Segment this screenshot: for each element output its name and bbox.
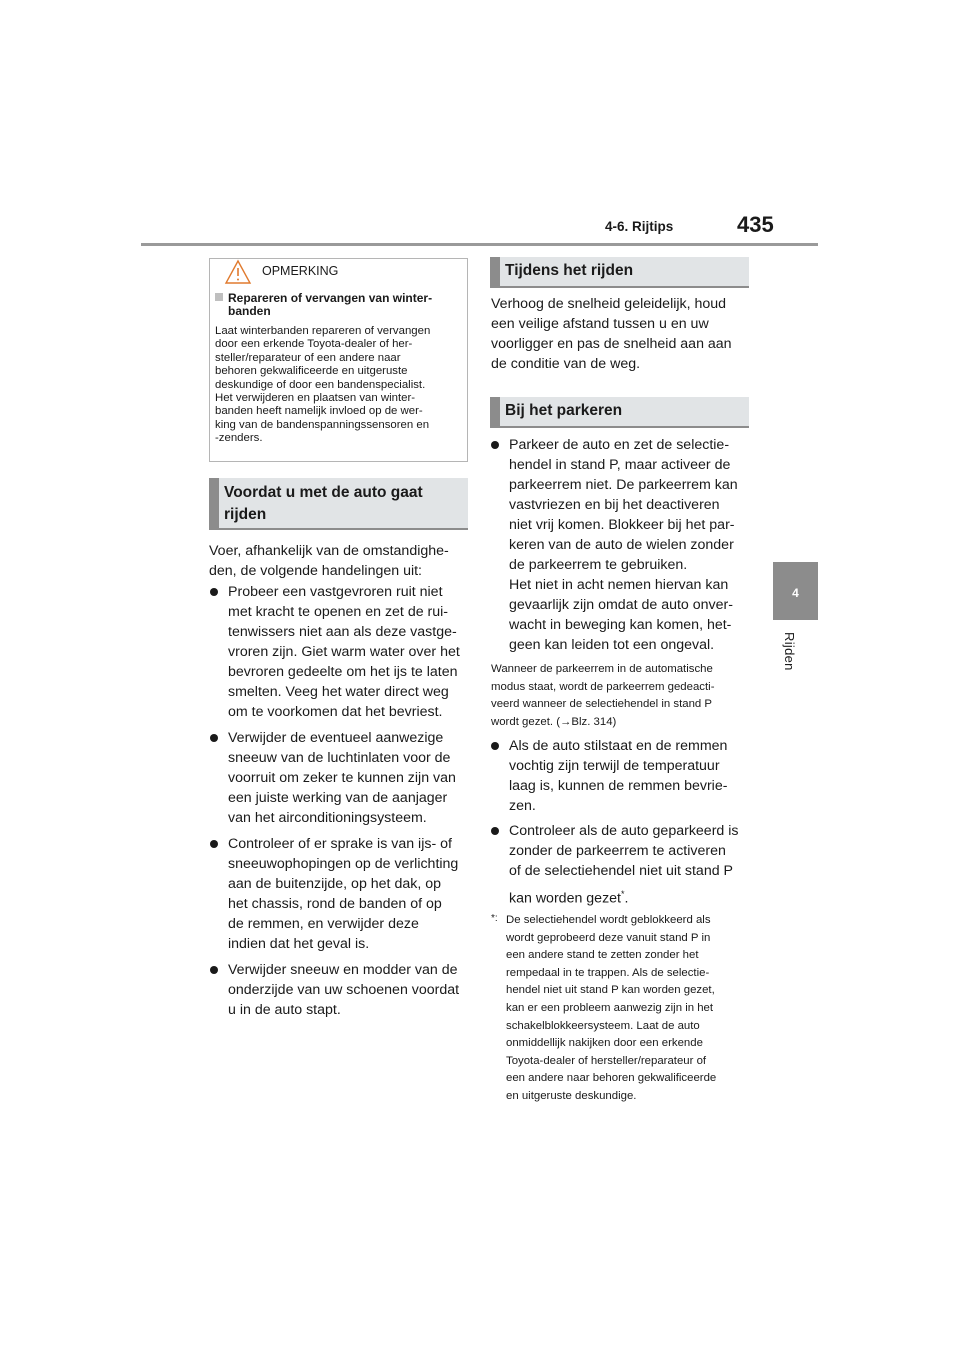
section-heading-when-parking: Bij het parkeren — [490, 397, 749, 428]
bullet-dot-icon — [210, 588, 218, 596]
text-line: smelten. Veeg het water direct weg — [228, 684, 449, 700]
text-line: met kracht te openen en zet de rui- — [228, 604, 449, 620]
bullet-dot-icon — [210, 966, 218, 974]
text-line: veerd wanneer de selectiehendel in stand P — [491, 698, 712, 711]
text-line: geen kan leiden tot een ongeval. — [509, 637, 715, 653]
text-line: onmiddellijk nakijken door een erkende — [506, 1037, 703, 1050]
notice-line: door een erkende Toyota-dealer of her- — [215, 338, 413, 351]
text-line: zonder de parkeerrem te activeren — [509, 843, 726, 859]
text-line: om te voorkomen dat het bevriest. — [228, 704, 443, 720]
text-line: vroren zijn. Giet warm water over het — [228, 644, 460, 660]
notice-line: king van de bandenspanningssensoren en — [215, 418, 430, 431]
text-line: de conditie van de weg. — [491, 356, 641, 372]
text-line: Wanneer de parkeerrem in de automatische — [491, 663, 713, 675]
text-line: een veilige afstand tussen u en uw — [491, 316, 709, 332]
text-line: Parkeer de auto en zet de selectie- — [509, 437, 730, 453]
text-fragment: kan worden gezet — [509, 890, 621, 907]
text-line: hendel in stand P, maar activeer de — [509, 457, 731, 473]
footnote-marker[interactable]: * — [621, 889, 625, 899]
text-line: Verwijder de eventueel aanwezige — [228, 730, 444, 746]
bullet-dot-icon — [210, 840, 218, 848]
parking-brake-note — [491, 661, 755, 731]
notice-title: OPMERKING — [262, 264, 339, 278]
section-heading-line: rijden — [224, 506, 267, 523]
text-line: een juiste werking van de aanjager — [228, 790, 448, 806]
text-line: gevaarlijk zijn omdat de auto onver- — [509, 597, 733, 613]
list-item — [491, 435, 755, 655]
page-number: 435 — [737, 212, 774, 237]
text-line: laag is, kunnen de remmen bevrie- — [509, 778, 728, 794]
text-line: de remmen, en verwijder deze — [228, 916, 419, 932]
notice-heading — [215, 292, 463, 318]
text-line: wordt geprobeerd deze vanuit stand P in — [506, 931, 711, 944]
footnote — [491, 912, 755, 1106]
text-line: Verwijder sneeuw en modder van de — [228, 962, 458, 978]
list-item — [491, 821, 755, 909]
text-fragment: . — [624, 890, 629, 907]
section-heading-before-driving — [209, 478, 468, 530]
text-line: kan er een probleem aanwezig zijn in het — [506, 1001, 714, 1014]
notice-line: behoren gekwalificeerde en uitgeruste — [215, 365, 408, 378]
notice-line: Het verwijderen en plaatsen van winter- — [215, 392, 416, 405]
notice-heading-line: banden — [228, 304, 271, 318]
notice-line: Laat winterbanden repareren of vervangen — [215, 325, 431, 337]
text-line: sneeuw van de luchtinlaten voor de — [228, 750, 451, 766]
header-rule — [141, 243, 818, 246]
text-line: bevroren gedeelte om het ijs te laten — [228, 664, 458, 680]
bullet-dot-icon — [491, 827, 499, 835]
notice-body — [215, 325, 463, 446]
section1-intro — [209, 541, 471, 581]
warning-triangle-icon — [224, 259, 252, 285]
text-line: een andere stand te zetten zonder het — [506, 949, 699, 962]
bullet-dot-icon — [491, 441, 499, 449]
text-line: onderzijde van uw schoenen voordat — [228, 982, 460, 998]
section-breadcrumb: 4-6. Rijtips — [605, 219, 674, 234]
text-line: keren van de auto de wielen zonder — [509, 537, 734, 553]
text-line: Voer, afhankelijk van de omstandighe- — [209, 543, 449, 559]
notice-line: deskundige of door een bandenspecialist. — [215, 378, 426, 391]
text-line: Controleer als de auto geparkeerd is — [509, 823, 739, 839]
chapter-tab[interactable] — [773, 562, 818, 620]
text-line: Als de auto stilstaat en de remmen — [509, 738, 728, 754]
text-line: u in de auto stapt. — [228, 1002, 341, 1018]
text-line: Controleer of er sprake is van ijs- of — [228, 836, 452, 852]
text-line: Het niet in acht nemen hiervan kan — [509, 577, 729, 593]
list-item — [210, 582, 472, 722]
bullet-dot-icon — [491, 742, 499, 750]
notice-line: -zenders. — [215, 432, 263, 445]
text-line: en uitgeruste deskundige. — [506, 1089, 637, 1102]
text-line: van het airconditioningsysteem. — [228, 810, 427, 826]
chapter-number: 4 — [792, 586, 799, 600]
chapter-label: Rijden — [782, 632, 797, 671]
list-item — [491, 736, 755, 816]
section-heading-line: Voordat u met de auto gaat — [224, 484, 423, 501]
text-line: de parkeerrem te gebruiken. — [509, 557, 688, 573]
page-reference-link[interactable]: wordt gezet. (→Blz. 314) — [491, 715, 617, 728]
text-line: of de selectiehendel niet uit stand P — [509, 863, 734, 879]
text-line: Verhoog de snelheid geleidelijk, houd — [491, 296, 727, 312]
text-line: parkeerrem niet. De parkeerrem kan — [509, 477, 738, 493]
text-line: De selectiehendel wordt geblokkeerd als — [506, 914, 711, 926]
text-line: schakelblokkeersysteem. Laat de auto — [506, 1019, 700, 1032]
list-item — [210, 960, 472, 1020]
text-line: Probeer een vastgevroren ruit niet — [228, 584, 443, 600]
chapter-label-container — [772, 632, 820, 692]
text-line: sneeuwophopingen op de verlichting — [228, 856, 459, 872]
text-line: modus staat, wordt de parkeerrem gedeacti- — [491, 680, 715, 693]
text-line: voorruit om zeker te kunnen zijn van — [228, 770, 456, 786]
notice-heading-line: Repareren of vervangen van winter- — [228, 291, 433, 305]
text-line: voorligger en pas de snelheid aan aan — [491, 336, 732, 352]
list-item — [210, 728, 472, 828]
bullet-dot-icon — [210, 734, 218, 742]
text-line: aan de buitenzijde, op het dak, op — [228, 876, 441, 892]
text-line: den, de volgende handelingen uit: — [209, 563, 422, 579]
footnote-mark: *: — [491, 913, 498, 924]
text-line: vastvriezen en bij het deactiveren — [509, 497, 720, 513]
text-line: vochtig zijn terwijl de temperatuur — [509, 758, 720, 774]
section2-body — [491, 294, 753, 374]
text-line: indien dat het geval is. — [228, 936, 370, 952]
section-heading-while-driving: Tijdens het rijden — [490, 257, 749, 288]
text-line: Toyota-dealer of hersteller/reparateur of — [506, 1054, 707, 1067]
text-line: een andere naar behoren gekwalificeerde — [506, 1072, 717, 1085]
text-line-with-footnote — [509, 884, 755, 909]
text-line: hendel niet uit stand P kan worden gezet, — [506, 984, 715, 997]
list-item — [210, 834, 472, 954]
text-line: wacht in beweging kan komen, het- — [509, 617, 732, 633]
text-line: rempedaal in te trappen. Als de selectie- — [506, 966, 710, 979]
notice-line: steller/reparateur of een andere naar — [215, 351, 401, 364]
text-line: het chassis, rond de banden of op — [228, 896, 442, 912]
square-bullet-icon — [215, 293, 223, 301]
notice-line: banden heeft namelijk invloed op de wer- — [215, 405, 423, 418]
text-line: tenwissers niet aan als deze vastge- — [228, 624, 457, 640]
text-line: zen. — [509, 798, 536, 814]
text-line: niet vrij komen. Blokkeer bij het par- — [509, 517, 735, 533]
